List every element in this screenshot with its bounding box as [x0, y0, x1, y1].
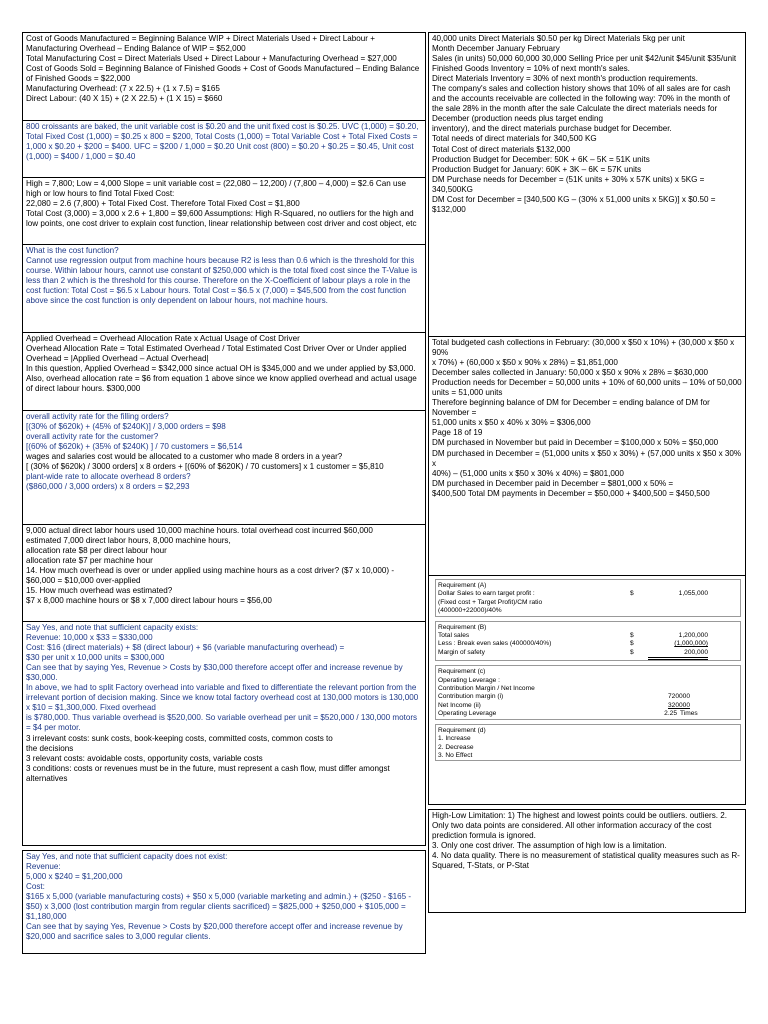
text-line: $400,500 Total DM payments in December = $50,000 + $400,500 = $450,500: [432, 488, 710, 498]
req-value: (1,000,000): [674, 640, 708, 648]
text-line: Say Yes, and note that sufficient capacity does not exist:: [26, 852, 228, 861]
text-line: Revenue: 10,000 x $33 = $330,000: [26, 633, 153, 643]
req-label: (Fixed cost + Target Profit)/CM ratio: [438, 598, 543, 606]
text-line: 14. How much overhead is over or under applied using machine hours as a cost driver? ($7 x 10,000) - $60,000 = $10,000 over-applied: [26, 566, 395, 586]
overhead-applied-box: [22, 524, 426, 622]
req-unit: Times: [680, 710, 698, 718]
text-line: 15. How much overhead was estimated?: [26, 586, 173, 596]
text-line: 9,000 actual direct labor hours used 10,000 machine hours. total overhead cost incurred $60,000: [26, 526, 373, 535]
text-line: DM purchased in December paid in December = $801,000 x 50% =: [432, 478, 674, 488]
cash-collections-box: [428, 336, 746, 576]
req-row: [438, 710, 708, 718]
text-line: Sales (in units) 50,000 60,000 30,000 Selling Price per unit $42/unit $45/unit $35/unit: [432, 54, 737, 64]
text-line: and the accounts receivable are collected in the following way: 70% in the month of the sale 28% in the month after the sale Calculate the direct materials needs for December (production needs plus target ending: [432, 94, 730, 124]
req-currency: $: [630, 590, 634, 598]
text-line: 3 relevant costs: avoidable costs, opportunity costs, variable costs: [26, 753, 263, 763]
text-line: In above, we had to split Factory overhead into variable and fixed to differentiate the relevant portion from the irrelevant portion of decision making. Since we know total factory overhead cost at 130,000 motors is 130,000 x $10 = $1,300,000. Fixed overhead: [26, 683, 419, 713]
text-line: wages and salaries cost would be allocated to a customer who made 8 orders in a year?: [26, 452, 343, 462]
req-row: [438, 607, 708, 615]
text-line: Total Cost (3,000) = 3,000 x 2.6 + 1,800 = $9,600 Assumptions: High R-Squared, no outliers for the high and low points, one cost driver to explain cost function, linear relationship between cost driver and cost object, etc: [26, 209, 417, 229]
text-line: Total budgeted cash collections in February: (30,000 x $50 x 10%) + (30,000 x $50 x 90%: [432, 338, 735, 358]
requirement-b: [435, 621, 741, 662]
req-row: [438, 640, 708, 648]
text-line: Can see that by saying Yes, Revenue > Costs by $20,000 therefore accept offer and increase revenue by $20,000 and sacrifice sales to 3,000 regular clients.: [26, 922, 403, 942]
req-row: [438, 649, 708, 660]
text-line: Therefore beginning balance of DM for December = ending balance of DM for November =: [432, 398, 710, 418]
requirement-title: Requirement (A): [438, 582, 487, 589]
req-row: [438, 599, 708, 607]
text-line: Cost of Goods Manufactured = Beginning Balance WIP + Direct Materials Used + Direct Labour + Manufacturing Overhead – Ending Balance of WIP = $52,000: [26, 34, 375, 54]
text-line: Cannot use regression output from machine hours because R2 is less than 0.6 which is the threshold for this course. Within labour hours, cannot use constant of $250,000 which is the total fixed cost since the T-Value is less than 2 which is the threshold for this course. Therefore on the X-Coefficient of labour plays a role in the cost fuction: Total Cost = $6.5 x Labour hours. Total Cost = $6.5 x (7,000) = $45,500 from the cost function above since the cost function is only dependent on labour hours, not machine hours.: [26, 256, 418, 306]
text-line: x 70%) + (60,000 x $50 x 90% x 28%) = $1,851,000: [432, 358, 618, 368]
text-line: DM Cost for December = [340,500 KG – (30% x 51,000 units x 5KG)] x $0.50 = $132,000: [432, 194, 716, 214]
req-row: [438, 685, 708, 693]
text-line: allocation rate $8 per direct labour hour: [26, 546, 167, 556]
req-label: (400000+22000)/40%: [438, 607, 502, 615]
text-line: Page 18 of 19: [432, 428, 483, 438]
capacity-exists-box: [22, 621, 426, 846]
text-line: 40%) – (51,000 units x $50 x 30% x 40%) = $801,000: [432, 468, 624, 478]
req-item: 3. No Effect: [438, 751, 473, 759]
text-line: High = 7,800; Low = 4,000 Slope = unit variable cost = (22,080 – 12,200) / (7,800 – 4,000) = $2.6 Can use high or low hours to find Total Fixed Cost:: [26, 179, 406, 199]
text-line: Say Yes, and note that sufficient capacity exists:: [26, 623, 199, 632]
text-line: 40,000 units Direct Materials $0.50 per kg Direct Materials 5kg per unit: [432, 34, 685, 43]
requirement-c: [435, 665, 741, 719]
text-line: 22,080 = 2.6 (7,800) + Total Fixed Cost. Therefore Total Fixed Cost = $1,800: [26, 199, 300, 209]
text-line: Direct Materials Inventory = 30% of next month's production requirements.: [432, 74, 698, 84]
text-line: Cost:: [26, 882, 45, 892]
text-line: Production Budget for December: 50K + 6K – 5K = 51K units: [432, 154, 650, 164]
req-label: Operating Leverage :: [438, 676, 500, 684]
requirement-title: Requirement (d): [438, 726, 486, 734]
requirement-title: Requirement (c): [438, 668, 486, 676]
text-line: overall activity rate for the customer?: [26, 432, 159, 442]
req-row: [438, 590, 708, 598]
text-line: Can see that by saying Yes, Revenue > Costs by $30,000 therefore accept offer and increase revenue by $30,000.: [26, 663, 403, 683]
text-line: Finished Goods Inventory = 10% of next month's sales.: [432, 64, 630, 74]
req-label: Dollar Sales to earn target profit :: [438, 590, 535, 598]
req-label: Total sales: [438, 632, 470, 640]
text-line: Month December January February: [432, 44, 560, 54]
req-label: Contribution Margin / Net Income: [438, 685, 535, 693]
requirements-box: [428, 575, 746, 805]
text-line: The company's sales and collection history shows that 10% of all sales are for cash: [432, 84, 731, 94]
text-line: Applied Overhead = Overhead Allocation Rate x Actual Usage of Cost Driver: [26, 334, 300, 343]
text-line: 4. No data quality. There is no measurement of statistical quality measures such as R-Squared, T-Stats, or P-Stat: [432, 851, 740, 871]
req-row: [438, 744, 708, 752]
req-row: [438, 693, 708, 701]
left-column: [22, 32, 426, 954]
text-line: 51,000 units x $50 x 40% x 30% = $306,000: [432, 418, 591, 428]
req-value: 1,055,000: [678, 590, 708, 598]
req-label: Less : Break even sales (400000/40%): [438, 640, 552, 648]
text-line: December sales collected in January: 50,000 x $50 x 90% x 28% = $630,000: [432, 368, 709, 378]
requirement-a: [435, 579, 741, 617]
text-line: 3 irrelevant costs: sunk costs, book-keeping costs, committed costs, common costs to: [26, 733, 333, 743]
text-line: units = 51,000 units: [432, 388, 503, 398]
text-line: Total needs of direct materials for 340,500 KG: [432, 134, 597, 144]
requirement-d: [435, 724, 741, 762]
req-currency: $: [630, 648, 634, 656]
text-line: Revenue:: [26, 862, 61, 872]
req-value: 200,000: [648, 649, 708, 660]
req-value: 320000: [667, 701, 690, 709]
text-line: Production needs for December = 50,000 units + 10% of 60,000 units – 10% of 50,000: [432, 378, 742, 388]
text-line: Overhead Allocation Rate = Total Estimated Overhead / Total Estimated Cost Driver Over or Under applied Overhead = |Applied Overhead – Actual Overhead|: [26, 344, 407, 364]
text-line: High-Low Limitation: 1) The highest and lowest points could be outliers. outliers. 2. Only two data points are considered. All other information accuracy of the cost prediction formula is ignored.: [432, 811, 727, 841]
activity-rate-box: [22, 410, 426, 525]
req-label: Contribution margin (i): [438, 693, 504, 701]
text-line: Cost of Goods Sold = Beginning Balance of Finished Goods + Cost of Goods Manufactured – Ending Balance of Finished Goods = $22,000: [26, 64, 420, 84]
text-line: [(30% of $620k) + (45% of $240K)] / 3,000 orders = $98: [26, 422, 226, 432]
text-line: Manufacturing Overhead: (7 x 22.5) + (1 x 7.5) = $165: [26, 84, 220, 94]
req-row: [438, 702, 708, 710]
text-line: DM purchased in December = (51,000 units x $50 x 30%) + (57,000 units x $50 x 30% x: [432, 448, 742, 468]
text-line: 3 conditions: costs or revenues must be in the future, must represent a cash flow, must differ amongst alternatives: [26, 763, 390, 783]
text-line: allocation rate $7 per machine hour: [26, 556, 153, 566]
capacity-not-exists-box: [22, 850, 426, 954]
text-line: $165 x 5,000 (variable manufacturing costs) + $50 x 5,000 (variable marketing and admin.) + ($250 - $165 - $50) x 3,000 (lost contribution margin from regular clients sacrificed) = $825,000 + $250,000 + $105,000 = $1,180,000: [26, 892, 412, 922]
req-value: 1,200,000: [678, 632, 708, 640]
text-line: Total Manufacturing Cost = Direct Materials Used + Direct Labour + Manufacturing Overhead = $27,000: [26, 54, 397, 64]
req-value: 720000: [667, 693, 690, 701]
text-line: inventory), and the direct materials purchase budget for December.: [432, 124, 672, 134]
applied-overhead-box: [22, 332, 426, 411]
req-currency: $: [630, 640, 634, 648]
req-row: [438, 752, 708, 760]
req-label: Net Income (ii): [438, 701, 481, 709]
text-line: plant-wide rate to allocate overhead 8 orders?: [26, 472, 191, 482]
text-line: $30 per unit x 10,000 units = $300,000: [26, 653, 165, 663]
text-line: DM purchased in November but paid in December = $100,000 x 50% = $50,000: [432, 438, 719, 448]
text-line: ($860,000 / 3,000 orders) x 8 orders = $2,293: [26, 482, 190, 492]
text-line: is $780,000. Thus variable overhead is $520,000. So variable overhead per unit = $520,000 / 130,000 motors = $4 per motor.: [26, 713, 418, 733]
text-line: Cost: $16 (direct materials) + $8 (direct labour) + $6 (variable manufacturing overhead) =: [26, 643, 345, 653]
req-label: Margin of safety: [438, 648, 485, 656]
text-line: 800 croissants are baked, the unit variable cost is $0.20 and the unit fixed cost is $0.25. UVC (1,000) = $0.20, Total Fixed Cost (1,000) = $0.25 x 800 = $200, Total Costs (1,000) = Total Variable Cost + Total Fixed Costs = 1,000 x $0.20 + $200 = $400. UFC = $200 / 1,000 = $0.20 Unit cost (800) = $0.20 + $0.25 = $0.45, Unit cost (1,000) = $400 / 1,000 = $0.40: [26, 122, 419, 162]
req-row: [438, 735, 708, 743]
text-line: $7 x 8,000 machine hours or $8 x 7,000 direct labour hours = $56,00: [26, 596, 272, 606]
requirement-title: Requirement (B): [438, 623, 487, 631]
text-line: Direct Labour: (40 X 15) + (2 X 22.5) + (1 X 15) = $660: [26, 94, 223, 104]
direct-materials-budget-box: [428, 32, 746, 337]
req-row: [438, 677, 708, 685]
text-line: 5,000 x $240 = $1,200,000: [26, 872, 123, 882]
text-line: In this question, Applied Overhead = $342,000 since actual OH is $345,000 and we under applied by $3,000. Also, overhead allocation rate = $6 from equation 1 above since we know applied overhead and actual usage of direct labour hours. $300,000: [26, 364, 417, 394]
cost-function-box: [22, 244, 426, 333]
text-line: the decisions: [26, 743, 74, 753]
req-value: 2.25: [664, 710, 677, 718]
text-line: overall activity rate for the filling orders?: [26, 412, 169, 421]
text-line: 3. Only one cost driver. The assumption of high low is a limitation.: [432, 841, 667, 851]
req-item: 2. Decrease: [438, 743, 474, 751]
croissant-cost-box: [22, 120, 426, 178]
text-line: DM Purchase needs for December = (51K units + 30% x 57K units) x 5KG = 340,500KG: [432, 174, 705, 194]
req-currency: $: [630, 632, 634, 640]
req-label: Operating Leverage: [438, 710, 497, 718]
text-line: Production Budget for January: 60K + 3K – 6K = 57K units: [432, 164, 642, 174]
text-line: [(60% of $620k) + (35% of $240K) ] / 70 customers = $6,514: [26, 442, 243, 452]
req-row: [438, 632, 708, 640]
text-line: [ (30% of $620k) / 3000 orders] x 8 orders + [(60% of $620K) / 70 customers] x 1 customer = $5,810: [26, 462, 384, 472]
req-item: 1. Increase: [438, 735, 471, 743]
text-line: estimated 7,000 direct labor hours, 8,000 machine hours,: [26, 536, 231, 546]
high-low-limitation-box: [428, 809, 746, 913]
text-line: What is the cost function?: [26, 246, 119, 255]
text-line: Total Cost of direct materials $132,000: [432, 144, 571, 154]
high-low-box: [22, 177, 426, 245]
manufacturing-cost-box: [22, 32, 426, 121]
right-column: [428, 32, 746, 913]
